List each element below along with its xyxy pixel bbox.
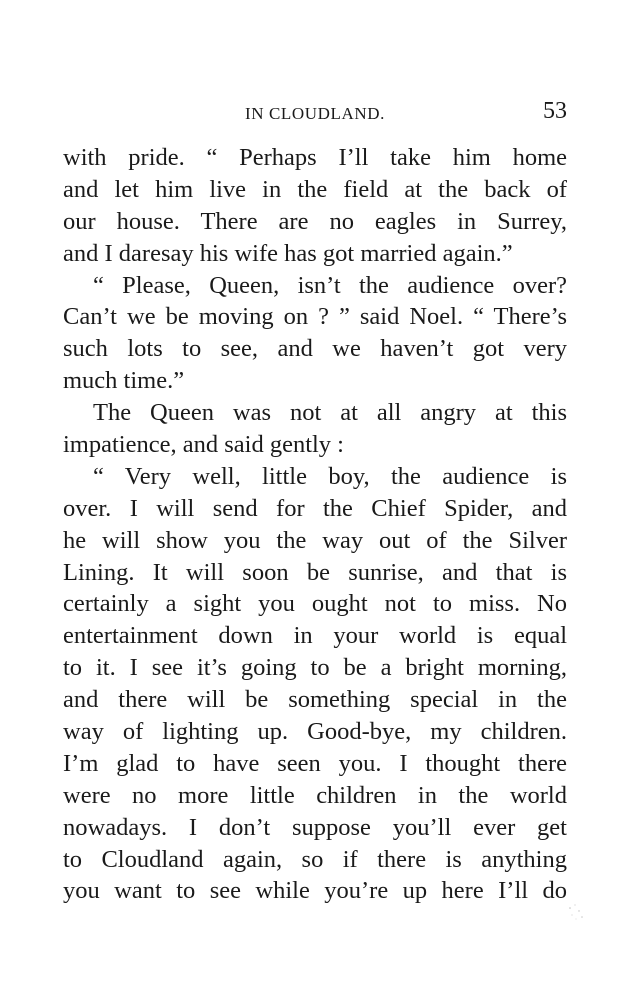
text-line: our house. There are no eagles in Surrey, [63,207,567,235]
text-line: over. I will send for the Chief Spider, and [63,494,567,522]
text-line: Can’t we be moving on ? ” said Noel. “ There’s [63,303,567,331]
text-line: with pride. “ Perhaps I’ll take him home [63,144,567,171]
page-number: 53 [543,98,567,124]
text-line: were no more little children in the world [63,781,567,809]
text-line: certainly a sight you ought not to miss. No [63,590,567,618]
text-line: such lots to see, and we haven’t got very [63,335,567,363]
text-line: much time.” [63,367,185,395]
text-line: nowadays. I don’t suppose you’ll ever get [63,813,567,841]
text-line: you want to see while you’re up here I’ll do [63,877,567,905]
text-line: and let him live in the field at the back of [63,175,567,203]
text-line: way of lighting up. Good-bye, my children. [63,718,567,746]
text-line: entertainment down in your world is equal [63,622,567,650]
text-line: “ Very well, little boy, the audience is [93,462,567,490]
text-line: he will show you the way out of the Silver [63,526,567,554]
text-line: to it. I see it’s going to be a bright morning, [63,654,567,682]
text-line: I’m glad to have seen you. I thought there [63,749,567,777]
text-line: The Queen was not at all angry at this [93,399,567,427]
running-head [63,98,567,132]
text-line: and I daresay his wife has got married again.” [63,239,513,267]
text-line: impatience, and said gently : [63,431,344,459]
body-text [63,142,567,907]
running-title: IN CLOUDLAND. [244,104,385,123]
text-line: “ Please, Queen, isn’t the audience over? [93,271,567,299]
text-line: to Cloudland again, so if there is anything [63,845,567,873]
text-line: Lining. It will soon be sunrise, and that is [63,558,567,586]
text-line: and there will be something special in the [63,686,567,714]
paper-speck-mark [566,902,586,922]
